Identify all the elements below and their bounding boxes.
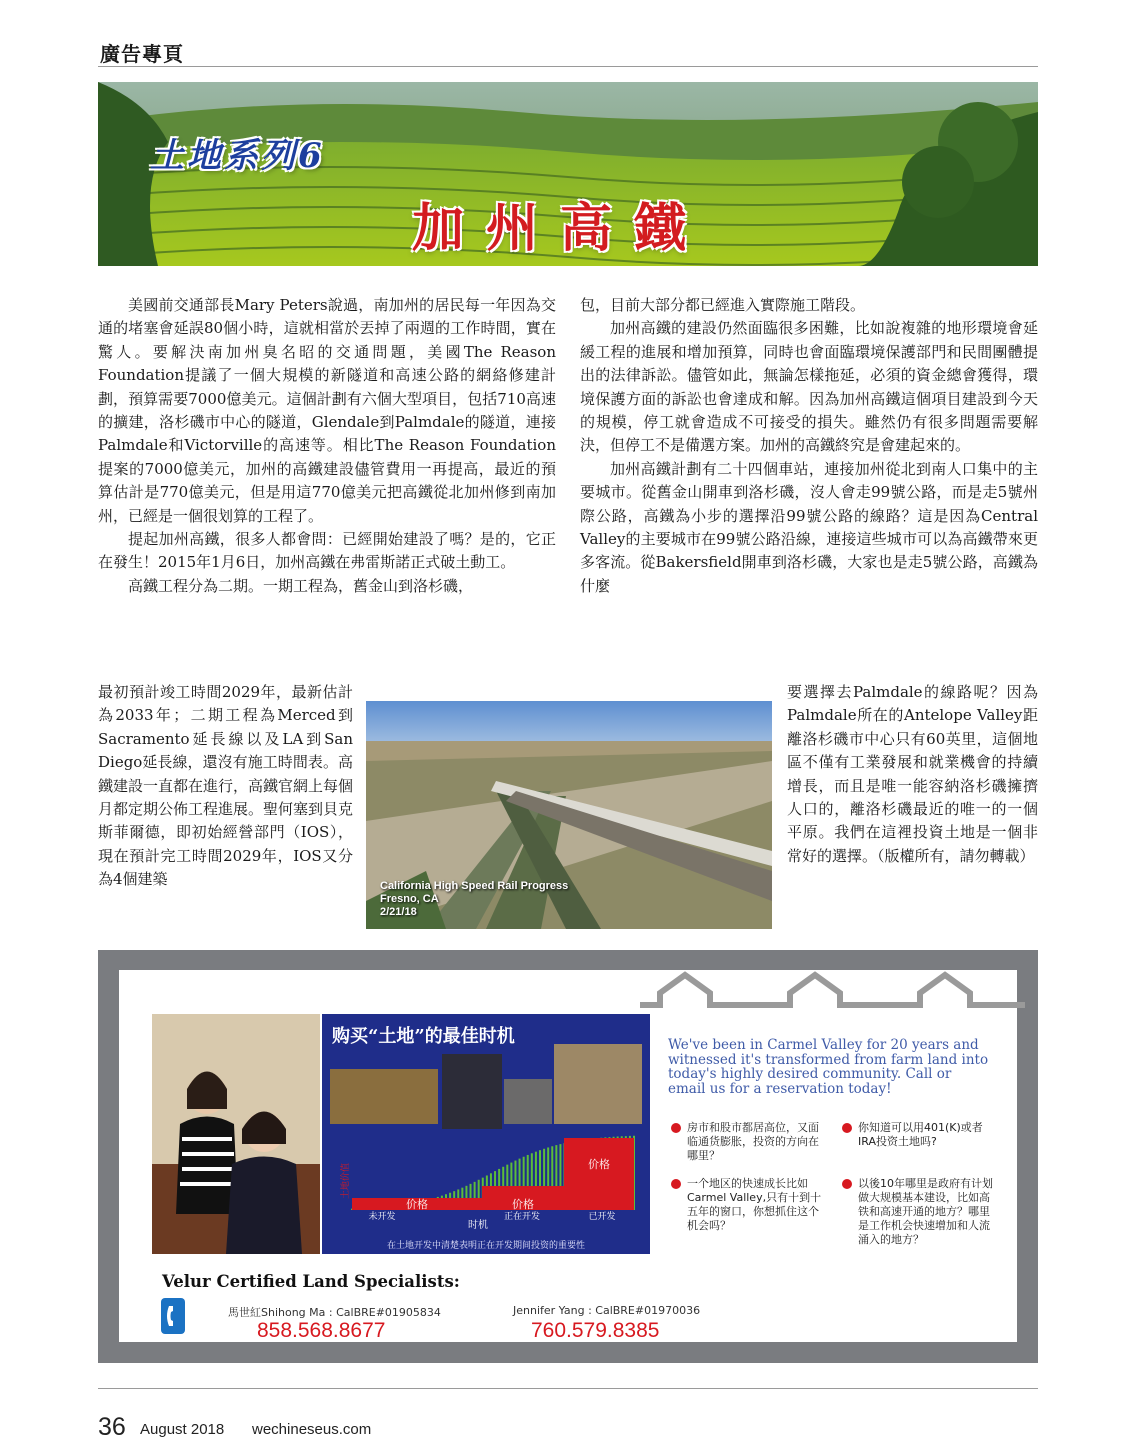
chart-stage-label: 未开发 (368, 1212, 396, 1222)
article-paragraph: 高鐵工程分為二期。一期工程為，舊金山到洛杉磯， (128, 576, 474, 595)
article-right-narrow-column (787, 681, 1038, 868)
photo-caption-line: Fresno, CA (380, 893, 439, 905)
agents-photo (152, 1014, 320, 1254)
firm-name: Velur Certified Land Specialists: (162, 1272, 460, 1291)
price-bar-label: 价格 (406, 1198, 428, 1211)
chart-canvas (322, 1014, 650, 1254)
article-paragraph: 加州高鐵計劃有二十四個車站，連接加州從北到南人口集中的主要城市。從舊金山開車到洛杉磯，沒人會走99號公路，而是走5號州際公路，高鐵為小步的選擇沿99號公路的線路？這是因為Central Valley的主要城市在99號公路沿線，連接這些城市可以為高鐵帶來更多客流。從Bakersfield開車到洛杉磯，大家也是走5號公路，高鐵為什麼 (580, 459, 1038, 595)
moon-thumbnail (442, 1054, 502, 1129)
article-paragraph: 美國前交通部長Mary Peters說過，南加州的居民每一年因為交通的堵塞會延誤80個小時，這就相當於丟掉了兩週的工作時間，實在驚人。要解決南加州臭名昭的交通問題，美國The Reason Foundation提議了一個大規模的新隧道和高速公路的網絡修建計劃，預算需要7000億美元。這個計劃有六個大型項目，包括710高速的擴建，洛杉磯市中心的隧道，Glendale到Palmdale的隧道，連接Palmdale和Victorville的高速等。相比The Reason Foundation提案的7000億美元，加州的高鐵建設儘管費用一再提高，最近的預算估計是770億美元，但是用這770億美元把高鐵從北加州修到南加州，已經是一個很划算的工程了。 (98, 296, 556, 525)
agent-phone[interactable]: 858.568.8677 (257, 1319, 386, 1342)
article-paragraph: 提起加州高鐵，很多人都會問：已經開始建設了嗎？是的，它正在發生！2015年1月6日，加州高鐵在弗雷斯諾正式破土動工。 (98, 530, 556, 572)
article-left-column (98, 294, 556, 598)
chart-stage-label: 已开发 (588, 1212, 616, 1222)
article-paragraph: 最初預計竣工時間2029年，最新估計為2033年；二期工程為Merced到Sacramento延長線以及LA到San Diego延長線，還沒有施工時間表。高鐵建設一直都在進行，高鐵官網上每個月都定期公佈工程進展。聖何塞到貝克斯菲爾德，即初始經營部門（IOS），現在預計完工時間2029年，IOS又分為4個建築 (98, 683, 354, 889)
chart-title: 购买“土地”的最佳时机 (332, 1026, 515, 1047)
price-bar-label: 价格 (588, 1158, 610, 1171)
hero-main-title: 加州高鐵 (412, 198, 709, 259)
agent-name: 馬世紅Shihong Ma : CalBRE#01905834 (228, 1306, 441, 1319)
construction-thumbnail (504, 1079, 552, 1124)
farmland-thumbnail (330, 1069, 438, 1124)
ad-bullet: 你知道可以用401(K)或者IRA投资土地吗? (858, 1121, 998, 1149)
article-paragraph: 包，目前大部分都已經進入實際施工階段。 (580, 296, 866, 314)
bullet-dot-icon (842, 1123, 852, 1133)
ad-bullet: 以後10年哪里是政府有计划做大规模基本建设，比如高铁和高速开通的地方？哪里是工作机会快速增加和人流涌入的地方？ (858, 1177, 998, 1247)
chart-stage-label: 正在开发 (503, 1212, 541, 1222)
bullet-dot-icon (671, 1179, 681, 1189)
price-bar-label: 价格 (512, 1198, 534, 1211)
ad-bullet: 一个地区的快速成长比如Carmel Valley,只有十到十五年的窗口，你想抓住这个机会吗？ (687, 1177, 827, 1233)
agent-phone[interactable]: 760.579.8385 (531, 1319, 660, 1342)
footer-divider (98, 1388, 1038, 1389)
article-right-column (580, 294, 1038, 598)
article-paragraph: 要選擇去Palmdale的線路呢？因為Palmdale所在的Antelope Valley距離洛杉磯市中心只有60英里，這個地區不僅有工業發展和就業機會的持續增長，而且是唯一能容納洛杉磯擁擠人口的，離洛杉磯最近的唯一的一個平原。我們在這裡投資土地是一個非常好的選擇。（版權所有，請勿轉載） (787, 683, 1038, 865)
photo-caption-line: 2/21/18 (380, 906, 417, 918)
header-divider (98, 66, 1038, 67)
issue-date: August 2018 (140, 1421, 225, 1438)
chart-y-axis-label: 土地价值 (341, 1162, 351, 1199)
bullet-dot-icon (671, 1123, 681, 1133)
chart-time-label: 时机 (468, 1220, 488, 1231)
chart-thumbnails (330, 1044, 642, 1129)
ad-headline: We've been in Carmel Valley for 20 years and witnessed it's transformed from farm land into today's highly desired community. Call or email us for a reservation today! (668, 1037, 989, 1097)
ad-bullet: 房市和股市都居高位，又面临通货膨胀，投资的方向在哪里？ (687, 1121, 827, 1163)
price-bar (564, 1138, 634, 1210)
page-number: 36 (98, 1413, 126, 1441)
website-link[interactable]: wechineseus.com (252, 1421, 372, 1438)
houses-outline-decoration (640, 965, 1025, 1027)
bullet-dot-icon (842, 1179, 852, 1189)
photo-caption (380, 880, 568, 919)
land-timing-chart (322, 1014, 650, 1254)
article-paragraph: 加州高鐵的建設仍然面臨很多困難，比如說複雜的地形環境會延緩工程的進展和增加預算，同時也會面臨環境保護部門和民間團體提出的法律訴訟。儘管如此，無論怎樣拖延，必須的資金總會獲得，環境保護方面的訴訟也會達成和解。因為加州高鐵這個項目建設到今天的規模，停工就會造成不可接受的損失。雖然仍有很多問題需要解決，但停工不是備選方案。加州的高鐵終究是會建起來的。 (580, 319, 1038, 455)
city-thumbnail (554, 1044, 642, 1124)
agent-name: Jennifer Yang : CalBRE#01970036 (513, 1304, 701, 1317)
phone-icon (161, 1298, 185, 1334)
section-label: 廣告專頁 (100, 42, 184, 66)
chart-footnote: 在土地开发中清楚表明正在开发期间投资的重要性 (386, 1241, 585, 1251)
photo-caption-line: California High Speed Rail Progress (380, 880, 569, 892)
article-left-narrow-column (98, 681, 353, 892)
hero-series-title: 土地系列6 (150, 136, 325, 176)
